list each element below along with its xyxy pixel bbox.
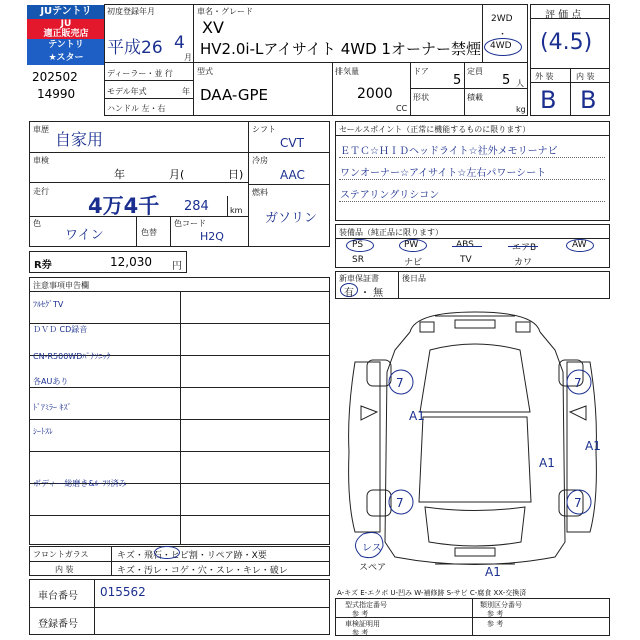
shift-value: CVT <box>280 136 304 150</box>
backdate-label: 後日品 <box>402 274 426 283</box>
note-line-6: ｼｰﾄｽﾚ <box>33 427 53 436</box>
note-line-4: 各AUあり <box>33 377 69 386</box>
equipment-label: 装備品（純正品に限ります） <box>339 228 443 237</box>
mileage-sub: 284 <box>184 199 209 214</box>
kg-label: kg <box>516 105 526 114</box>
drive-dot: ・ <box>498 30 508 40</box>
reg-month: 4 <box>174 33 185 53</box>
type-label: 型式 <box>197 67 213 76</box>
warranty-no: ・ 無 <box>360 288 384 299</box>
sales-line-1: ＥＴＣ☆ＨＩＤヘッドライト☆社外メモリーナビ <box>340 146 558 157</box>
interior-label: 内 装 <box>576 72 595 81</box>
reg-era: 平成26 <box>107 38 163 58</box>
mark-right-side: A1 <box>585 439 601 453</box>
registration-label: 登録番号 <box>38 619 78 630</box>
sales-line-2: ワンオーナー☆アイサイト☆左右パワーシート <box>340 168 547 179</box>
glass-label: フロントガラス <box>33 550 89 559</box>
form-label: 型式指定番号 <box>345 601 387 609</box>
aircon-value: AAC <box>280 168 305 182</box>
color-change-label: 色替 <box>141 228 157 237</box>
handle-label: ハンドル 左・右 <box>107 104 166 113</box>
equip-navi: ナビ <box>404 258 423 268</box>
chassis-value: 015562 <box>100 585 146 599</box>
interior-cond-value: キズ・汚レ・コゲ・穴・スレ・キレ・破レ <box>117 566 288 576</box>
logo-line-1: JUテントリ <box>27 5 105 19</box>
note-line-2: ＤＶＤ CD録音 <box>33 325 88 334</box>
damage-legend: A-キズ E-エクボ U-凹み W-補修跡 S-サビ C-腐食 XX-交換済 <box>337 589 527 597</box>
mileage-value: 4万4千 <box>88 194 160 218</box>
mark-front-left: 7 <box>396 376 404 390</box>
equip-ps: PS <box>352 240 364 250</box>
equip-pw: PW <box>404 240 419 250</box>
stock-number-2: 14990 <box>37 87 76 101</box>
color-label: 色 <box>33 219 41 228</box>
inspection-year: 年 <box>114 168 125 181</box>
equip-abs: ABS <box>456 240 474 250</box>
stock-number-1: 202502 <box>32 70 78 84</box>
sales-label: セールスポイント（正常に機能するものに限ります） <box>339 125 531 134</box>
auction-logo <box>27 5 105 65</box>
exterior-label: 外 装 <box>535 72 554 81</box>
capacity-value: 5 <box>502 73 511 88</box>
equip-airbag: エアB <box>512 243 537 253</box>
capacity-label: 定員 <box>467 67 483 76</box>
damage-diagram <box>335 302 610 577</box>
sales-line-3: ステアリングリシコン <box>340 190 440 201</box>
note-line-5: ﾄﾞｱﾐﾗｰ ｷｽﾞ <box>33 403 72 412</box>
cat-label: 類別区分番号 <box>480 601 522 609</box>
ref-label-4: 参 考 <box>487 620 504 628</box>
note-line-3: CN-R500WDﾊﾟﾅｿﾆｯｸ <box>33 352 111 361</box>
warranty-label: 新車保証書 <box>339 274 379 283</box>
door-value: 5 <box>453 73 462 88</box>
ref-label-3: 参 考 <box>352 629 369 637</box>
inspection-day: 日) <box>228 168 244 181</box>
car-grade: HV2.0i-Lアイサイト 4WD 1オーナー禁煙 <box>200 40 481 58</box>
interior-cond-label: 内 装 <box>55 565 74 574</box>
ref-label-1: 参 考 <box>352 610 369 618</box>
car-name-label: 車名・グレード <box>197 7 253 16</box>
model-year-label: モデル年式 <box>107 87 147 96</box>
warranty-yes: 有 <box>344 288 354 299</box>
recycle-label: R券 <box>34 260 52 271</box>
recycle-value: 12,030 <box>110 255 152 269</box>
load-label: 積載 <box>467 93 483 102</box>
notes-label: 注意事項申告欄 <box>33 281 89 290</box>
usage-label: 車歴 <box>33 125 49 134</box>
note-line-7: ボディー総磨き&ﾙｰﾌﾘ済み <box>33 479 127 488</box>
exterior-grade: B <box>540 86 557 114</box>
glass-value: キズ・飛石・ヒビ割・リペア跡・X要 <box>117 551 267 561</box>
interior-grade: B <box>580 86 597 114</box>
equip-aw: AW <box>572 240 587 250</box>
spare-label: スペア <box>359 563 387 573</box>
spare-circled: レス <box>362 543 382 554</box>
glass-stone-circle <box>154 546 180 559</box>
displacement-value: 2000 <box>357 86 393 102</box>
equip-leather: カワ <box>514 258 533 268</box>
recycle-box <box>29 251 187 273</box>
usage-value: 自家用 <box>55 130 104 149</box>
inspection-label: 車検 <box>33 156 49 165</box>
displacement-label: 排気量 <box>335 67 359 76</box>
cc-label: CC <box>396 104 408 113</box>
type-value: DAA-GPE <box>200 86 269 104</box>
mark-left-side: A1 <box>409 409 425 423</box>
km-label: km <box>230 206 243 215</box>
dealer-label: ディーラー・並 行 <box>107 69 173 78</box>
mark-roof: A1 <box>539 456 555 470</box>
mark-front-right: 7 <box>574 376 582 390</box>
vin-label: 車検証明用 <box>345 620 380 628</box>
color-code-label: 色コード <box>174 219 206 228</box>
logo-line-2: JU 適正販売店 <box>27 19 105 39</box>
first-reg-label: 初度登録年月 <box>107 7 155 16</box>
car-name: XV <box>202 18 224 37</box>
aircon-label: 冷房 <box>252 156 268 165</box>
logo-line-3: テントリ ★スター <box>27 39 105 65</box>
shape-label: 形状 <box>413 93 429 102</box>
inspection-month: 月( <box>169 168 185 181</box>
fuel-value: ガソリン <box>265 211 318 226</box>
drive-4wd: 4WD <box>490 41 512 51</box>
month-unit: 月 <box>184 53 192 62</box>
eval-score: (4.5) <box>540 30 593 55</box>
mark-rear-left: 7 <box>396 496 404 510</box>
fuel-label: 燃料 <box>252 188 268 197</box>
ref-label-2: 参 考 <box>487 610 504 618</box>
equip-tv: TV <box>460 255 472 265</box>
color-value: ワイン <box>65 228 104 243</box>
mileage-label: 走行 <box>33 187 49 196</box>
person-label: 人 <box>516 79 524 88</box>
mark-rear-right: 7 <box>574 496 582 510</box>
shift-label: シフト <box>252 125 276 134</box>
equip-sr: SR <box>352 255 364 265</box>
eval-label: 評 価 点 <box>545 10 582 21</box>
recycle-unit: 円 <box>172 261 182 272</box>
year-label: 年 <box>182 87 190 96</box>
note-line-1: ﾌﾙｾｸﾞTV <box>33 300 64 309</box>
drive-2wd: 2WD <box>491 14 513 24</box>
door-label: ドア <box>413 67 429 76</box>
mark-rear-bumper: A1 <box>485 565 501 577</box>
color-code: H2Q <box>200 230 224 243</box>
chassis-label: 車台番号 <box>38 591 78 602</box>
